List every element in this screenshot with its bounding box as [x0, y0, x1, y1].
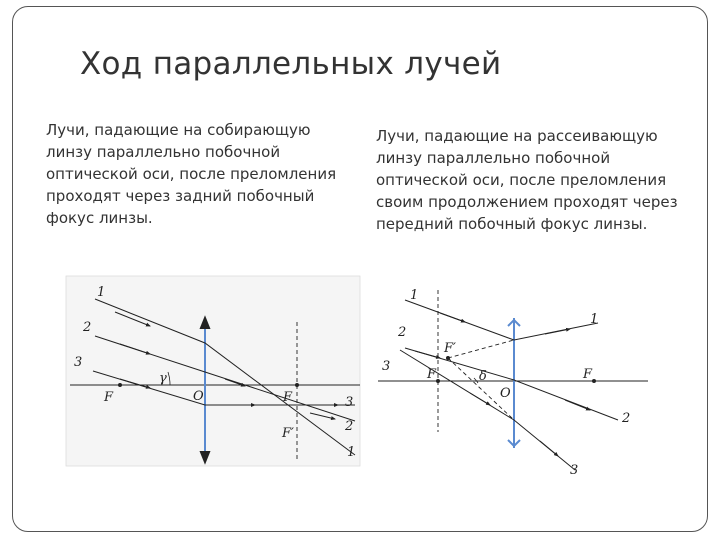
right-ray-3-out-arrow — [540, 441, 558, 456]
right-label-angle: δ — [479, 369, 487, 384]
left-front-focus-point — [118, 383, 122, 387]
left-label-angle: γ — [159, 371, 167, 386]
right-label-ray-3: 3 — [382, 359, 391, 374]
right-ray-1-out-arrow — [545, 329, 570, 334]
right-ray-1-extension — [448, 340, 514, 358]
left-label-ray-3: 3 — [74, 355, 83, 370]
right-label-lens-center: O — [500, 386, 511, 401]
right-ray-3-arrow — [470, 393, 490, 405]
left-label-ray-1-out: 1 — [347, 445, 356, 460]
left-label-lens-center: O — [193, 389, 204, 404]
left-label-ray-3-out: 3 — [345, 395, 354, 410]
right-label-ray-3-out: 3 — [570, 463, 579, 478]
left-label-front-focus: F — [104, 390, 114, 405]
right-back-focus-point — [592, 379, 596, 383]
slide-title: Ход параллельных лучей — [80, 46, 502, 82]
diverging-lens-diagram — [378, 288, 648, 478]
left-label-back-focus: F — [283, 390, 293, 405]
right-ray-2-arrow — [415, 351, 440, 358]
right-label-back-focus: F — [583, 367, 593, 382]
right-description: Лучи, падающие на рассеивающую линзу параллельно побочной оптической оси, после преломления своим продолжением проходят через передний побочный фокус линзы. — [376, 127, 678, 233]
left-label-ray-2: 2 — [83, 320, 92, 335]
left-label-ray-1: 1 — [97, 285, 106, 300]
left-description: Лучи, падающие на собирающую линзу параллельно побочной оптической оси, после преломления проходят через задний побочный фокус линзы. — [46, 121, 337, 227]
right-label-secondary-focus: F′ — [444, 341, 456, 356]
right-label-front-focus: F — [427, 367, 437, 382]
right-label-ray-1: 1 — [410, 288, 419, 303]
right-label-ray-2: 2 — [398, 325, 407, 340]
right-ray-1 — [405, 300, 598, 340]
left-label-ray-2-out: 2 — [345, 419, 354, 434]
right-label-ray-2-out: 2 — [622, 411, 631, 426]
converging-lens-diagram — [66, 276, 360, 466]
left-diagram-panel — [66, 276, 360, 466]
right-ray-1-arrow — [440, 313, 465, 322]
right-label-ray-1-out: 1 — [590, 312, 599, 327]
right-ray-2-out-arrow — [565, 400, 590, 410]
left-back-focus-point — [295, 383, 299, 387]
right-ray-2 — [405, 348, 618, 420]
right-front-focus-point — [436, 379, 440, 383]
left-label-secondary-focus: F′ — [282, 426, 294, 441]
